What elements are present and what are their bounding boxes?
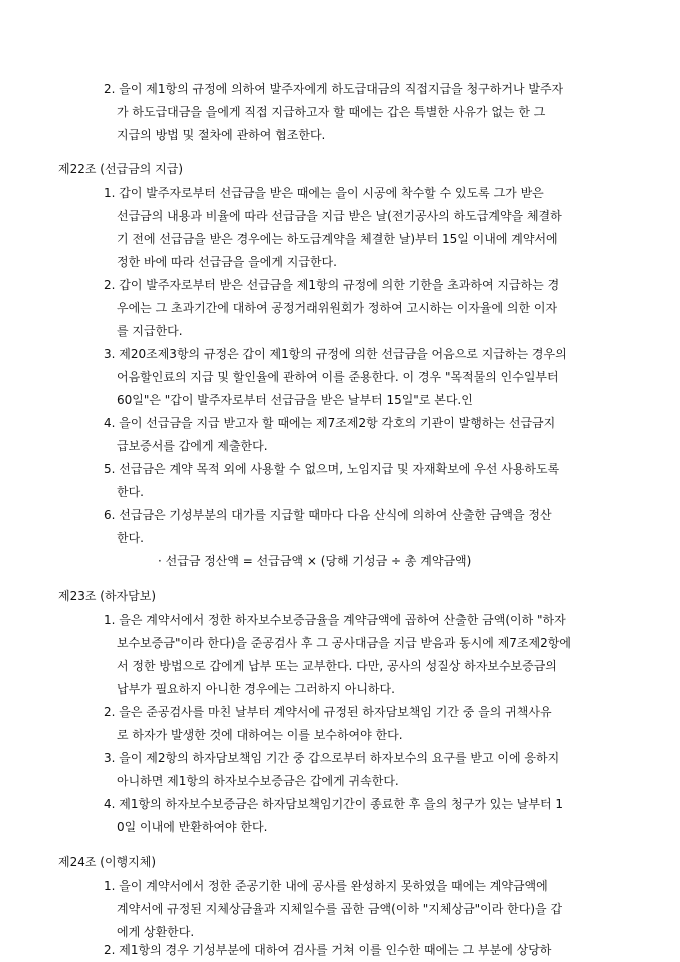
article-23-clause-1-line-3: 서 정한 방법으로 갑에게 납부 또는 교부한다. 다만, 공사의 성질상 하자보수보증금의 (117, 659, 557, 673)
article-22-clause-1-line-1: 1. 갑이 발주자로부터 선급금을 받은 때에는 을이 시공에 착수할 수 있도록 그가 받은 (104, 186, 544, 200)
article-22-clause-3-line-2: 어음할인료의 지급 및 할인율에 관하여 이를 준용한다. 이 경우 "목적물의 인수일부터 (117, 370, 559, 384)
article-22-clause-3-line-3: 60일"은 "갑이 발주자로부터 선급금을 받은 날부터 15일"로 본다.인 (117, 393, 473, 407)
article-23-clause-3-line-1: 3. 을이 제2항의 하자담보책임 기간 중 갑으로부터 하자보수의 요구를 받고 이에 응하지 (104, 751, 560, 765)
article-23-clause-1-line-2: 보수보증금"이라 한다)을 준공검사 후 그 공사대금을 지급 받음과 동시에 제7조제2항에 (117, 636, 571, 650)
article-22-clause-2-line-1: 2. 갑이 발주자로부터 받은 선급금을 제1항의 규정에 의한 기한을 초과하여 지급하는 경 (104, 278, 560, 292)
article-22-clause-5-line-1: 5. 선급금은 계약 목적 외에 사용할 수 없으며, 노임지급 및 자재확보에 우선 사용하도록 (104, 462, 560, 476)
article-22-title: 제22조 (선급금의 지급) (58, 162, 183, 176)
article-23-clause-2-line-1: 2. 을은 준공검사를 마친 날부터 계약서에 규정된 하자담보책임 기간 중 을의 귀책사유 (104, 705, 552, 719)
article-22-clause-6-line-1: 6. 선급금은 기성부분의 대가를 지급할 때마다 다음 산식에 의하여 산출한 금액을 정산 (104, 508, 552, 522)
article-23-clause-2-line-2: 로 하자가 발생한 것에 대하여는 이를 보수하여야 한다. (117, 728, 403, 742)
article-22-clause-1-line-2: 선급금의 내용과 비율에 따라 선급금을 지급 받은 날(전기공사의 하도급계약을 체결하 (117, 209, 562, 223)
article-23-clause-4-line-1: 4. 제1항의 하자보수보증금은 하자담보책임기간이 종료한 후 을의 청구가 있는 날부터 1 (104, 797, 563, 811)
article-24-title: 제24조 (이행지체) (58, 855, 156, 869)
article-22-clause-4-line-2: 급보증서를 갑에게 제출한다. (117, 439, 268, 453)
article-24-clause-1-line-1: 1. 을이 계약서에서 정한 준공기한 내에 공사를 완성하지 못하였을 때에는 계약금액에 (104, 879, 548, 893)
article-23-title: 제23조 (하자담보) (58, 589, 156, 603)
article-22-clause-3-line-1: 3. 제20조제3항의 규정은 갑이 제1항의 규정에 의한 선급금을 어음으로 지급하는 경우의 (104, 347, 567, 361)
intro-clause-2-line-3: 지급의 방법 및 절차에 관하여 협조한다. (117, 128, 326, 142)
article-22-clause-2-line-2: 우에는 그 초과기간에 대하여 공정거래위원회가 정하여 고시하는 이자율에 의한 이자 (117, 301, 558, 315)
intro-clause-2-line-2: 가 하도급대금을 을에게 직접 지급하고자 할 때에는 갑은 특별한 사유가 없는 한 그 (117, 105, 546, 119)
article-24-clause-1-line-2: 계약서에 규정된 지체상금율과 지체일수를 곱한 금액(이하 "지체상금"이라 한다)을 갑 (117, 902, 563, 916)
intro-clause-2-line-1: 2. 을이 제1항의 규정에 의하여 발주자에게 하도급대금의 직접지급을 청구하거나 발주자 (104, 82, 564, 96)
advance-settlement-formula: · 선급금 정산액 = 선급금액 × (당해 기성금 ÷ 총 계약금액) (158, 554, 472, 568)
article-22-clause-1-line-4: 정한 바에 따라 선급금을 을에게 지급한다. (117, 255, 337, 269)
article-22-clause-6-line-2: 한다. (117, 531, 144, 545)
article-22-clause-5-line-2: 한다. (117, 485, 144, 499)
article-22-clause-2-line-3: 를 지급한다. (117, 324, 183, 338)
article-24-clause-2-line-1: 2. 제1항의 경우 기성부분에 대하여 검사를 거쳐 이를 인수한 때에는 그 부분에 상당하 (104, 943, 552, 957)
article-23-clause-1-line-1: 1. 을은 계약서에서 정한 하자보수보증금율을 계약금액에 곱하여 산출한 금액(이하 "하자 (104, 613, 566, 627)
article-23-clause-3-line-2: 아니하면 제1항의 하자보수보증금은 갑에게 귀속한다. (117, 774, 399, 788)
article-23-clause-4-line-2: 0일 이내에 반환하여야 한다. (117, 820, 268, 834)
article-24-clause-1-line-3: 에게 상환한다. (117, 925, 195, 939)
article-22-clause-1-line-3: 기 전에 선급금을 받은 경우에는 하도급계약을 체결한 날)부터 15일 이내에 계약서에 (117, 232, 558, 246)
article-22-clause-4-line-1: 4. 을이 선급금을 지급 받고자 할 때에는 제7조제2항 각호의 기관이 발행하는 선급금지 (104, 416, 556, 430)
article-23-clause-1-line-4: 납부가 필요하지 아니한 경우에는 그러하지 아니하다. (117, 682, 395, 696)
